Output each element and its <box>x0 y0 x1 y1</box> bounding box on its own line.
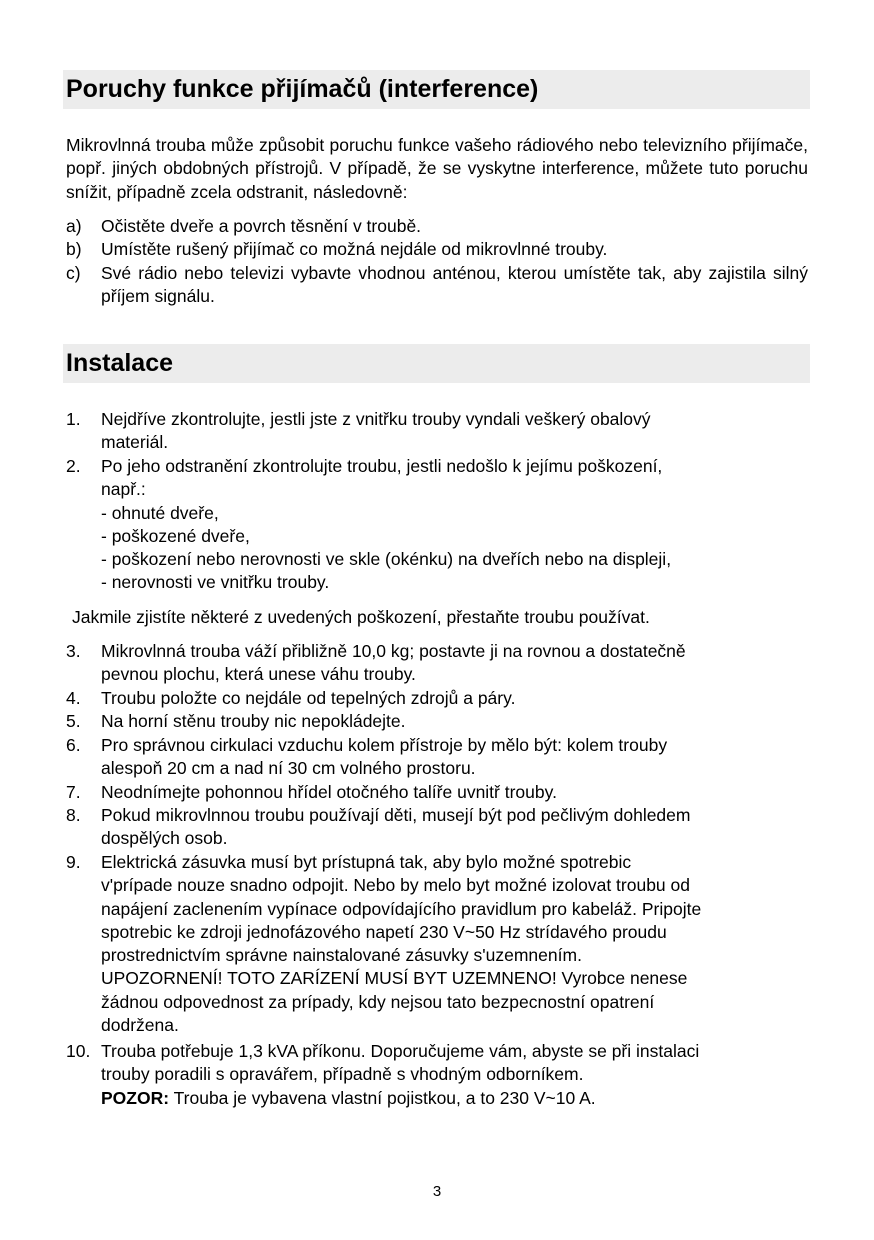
damage-list-line: - poškozené dveře, <box>101 525 250 546</box>
list-marker: 7. <box>66 782 81 802</box>
list-item <box>66 262 808 309</box>
list-item-line: Pokud mikrovlnnou troubu používají děti, musejí být pod pečlivým dohledem <box>101 805 691 825</box>
damage-list-line: - poškození nebo nerovnosti ve skle (okénku) na dveřích nebo na displeji, <box>101 549 672 570</box>
list-item <box>66 455 808 595</box>
list-marker: 3. <box>66 641 81 661</box>
list-item <box>66 408 808 455</box>
list-item-line: alespoň 20 cm a nad ní 30 cm volného prostoru. <box>101 758 476 779</box>
list-marker: 2. <box>66 456 81 476</box>
list-item <box>66 804 808 851</box>
list-item <box>66 640 808 687</box>
list-item <box>66 1040 808 1110</box>
list-item-line: dodržena. <box>101 1015 179 1036</box>
list-item-line: Po jeho odstranění zkontrolujte troubu, jestli nedošlo k jejímu poškození, <box>101 456 663 476</box>
list-item-line: trouby poradili s opravářem, případně s vhodným odborníkem. <box>101 1064 584 1085</box>
list-marker: 6. <box>66 735 81 755</box>
list-marker: a) <box>66 216 82 236</box>
list-item-line: prostrednictvím správne nainstalované zásuvky s'uzemnením. <box>101 945 582 966</box>
page-number: 3 <box>432 1183 442 1200</box>
list-item <box>66 687 808 710</box>
list-item-text: Očistěte dveře a povrch těsnění v troubě. <box>101 216 422 236</box>
list-item-line: pevnou plochu, která unese váhu trouby. <box>101 664 416 685</box>
list-item-line: Na horní stěnu trouby nic nepokládejte. <box>101 711 406 731</box>
list-item <box>66 215 808 238</box>
list-item-line: např.: <box>101 479 146 500</box>
warning-line <box>101 1087 808 1110</box>
list-item-text: Své rádio nebo televizi vybavte vhodnou anténou, kterou umístěte tak, aby zajistila silný příjem signálu. <box>101 263 808 307</box>
damage-list-line: - nerovnosti ve vnitřku trouby. <box>101 572 330 593</box>
list-item-line: Trouba potřebuje 1,3 kVA příkonu. Doporučujeme vám, abyste se při instalaci <box>101 1041 700 1061</box>
list-item-line: Neodnímejte pohonnou hřídel otočného talíře uvnitř trouby. <box>101 782 557 802</box>
list-marker: c) <box>66 263 81 283</box>
list-item-line: Elektrická zásuvka musí byt prístupná tak, aby bylo možné spotrebic <box>101 852 632 872</box>
list-item-line: Troubu položte co nejdále od tepelných zdrojů a páry. <box>101 688 516 708</box>
section-heading-interference: Poruchy funkce přijímačů (interference) <box>63 70 810 109</box>
list-item-line: spotrebic ke zdroji jednofázového napetí 230 V~50 Hz strídavého proudu <box>101 921 667 942</box>
list-item-line: Pro správnou cirkulaci vzduchu kolem přístroje by mělo být: kolem trouby <box>101 735 668 755</box>
list-item-line: Nejdříve zkontrolujte, jestli jste z vnitřku trouby vyndali veškerý obalový <box>101 409 651 429</box>
damage-list-line: - ohnuté dveře, <box>101 502 219 523</box>
list-item-line: materiál. <box>101 432 169 453</box>
list-item-line: v'prípade nouze snadno odpojit. Nebo by melo byt možné izolovat troubu od <box>101 875 690 896</box>
list-marker: 1. <box>66 409 81 429</box>
section-heading-installation: Instalace <box>63 344 810 383</box>
warning-label: POZOR: <box>101 1087 170 1108</box>
list-marker: 8. <box>66 805 81 825</box>
warning-text: Trouba je vybavena vlastní pojistkou, a to 230 V~10 A. <box>169 1087 596 1108</box>
intro-paragraph: Mikrovlnná trouba může způsobit poruchu funkce vašeho rádiového nebo televizního přijímače, popř. jiných obdobných přístrojů. V případě, že se vyskytne interference, můžete tuto poruchu snížit, případně zcela odstranit, následovně: <box>66 135 808 202</box>
list-item <box>66 851 808 1037</box>
list-item-line: napájení zaclenením vypínace odpovídajícího pravidlum pro kabeláž. Pripojte <box>101 898 702 919</box>
list-item <box>66 710 808 733</box>
damage-note: Jakmile zjistíte některé z uvedených poškození, přestaňte troubu používat. <box>72 607 650 627</box>
list-item <box>66 734 808 781</box>
list-item <box>66 781 808 804</box>
list-item-line: Mikrovlnná trouba váží přibližně 10,0 kg; postavte ji na rovnou a dostatečně <box>101 641 686 661</box>
list-marker: 10. <box>66 1041 91 1061</box>
list-marker: b) <box>66 239 82 259</box>
list-item-line: žádnou odpovednost za prípady, kdy nejsou tato bezpecnostní opatrení <box>101 991 655 1012</box>
list-marker: 5. <box>66 711 81 731</box>
list-marker: 9. <box>66 852 81 872</box>
list-item-line: dospělých osob. <box>101 828 228 849</box>
list-item-line: UPOZORNENÍ! TOTO ZARÍZENÍ MUSÍ BYT UZEMNENO! Vyrobce nenese <box>101 968 688 989</box>
list-item <box>66 238 808 261</box>
list-marker: 4. <box>66 688 81 708</box>
list-item-text: Umístěte rušený přijímač co možná nejdále od mikrovlnné trouby. <box>101 239 608 259</box>
